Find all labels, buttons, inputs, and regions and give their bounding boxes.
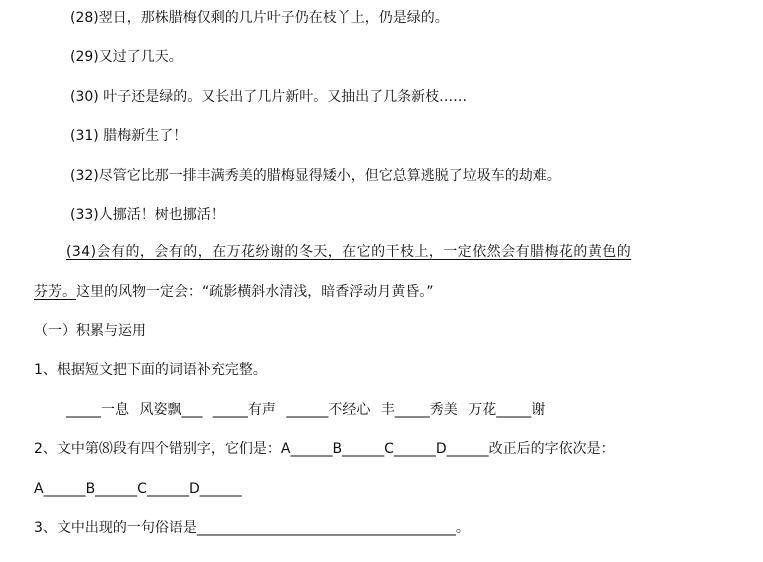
paragraph-28: (28)翌日，那株腊梅仅剩的几片叶子仍在枝丫上，仍是绿的。 bbox=[70, 10, 449, 26]
paragraph-34-line-1: (34)会有的，会有的，在万花纷谢的冬天，在它的干枝上，一定依然会有腊梅花的黄色的 bbox=[66, 244, 632, 260]
question-2-line-2: A______B______C______D______ bbox=[34, 481, 242, 497]
question-2-line-1: 2、文中第⑻段有四个错别字，它们是：A______B______C______D______改正后的字依次是： bbox=[34, 441, 615, 457]
paragraph-29: (29)又过了几天。 bbox=[70, 49, 183, 65]
paragraph-33: (33)人挪活！树也挪活！ bbox=[70, 207, 225, 223]
paragraph-32: (32)尽管它比那一排丰满秀美的腊梅显得矮小，但它总算逃脱了垃圾车的劫难。 bbox=[70, 168, 561, 184]
paragraph-31: (31) 腊梅新生了！ bbox=[70, 128, 188, 144]
section-heading: （一）积累与运用 bbox=[34, 323, 146, 339]
question-1-blanks: _____一息 风姿飘___ _____有声 ______不经心 丰_____秀美 万花_____谢 bbox=[66, 402, 546, 418]
question-1: 1、根据短文把下面的词语补充完整。 bbox=[34, 362, 267, 378]
question-3: 3、文中出现的一句俗语是_____________________________________。 bbox=[34, 520, 470, 536]
paragraph-34-line-2 bbox=[34, 282, 434, 302]
paragraph-30: (30) 叶子还是绿的。又长出了几片新叶。又抽出了几条新枝…… bbox=[70, 89, 468, 105]
paragraph-34-rest: 这里的风物一定会：“疏影横斜水清浅，暗香浮动月黄昏。” bbox=[76, 284, 434, 300]
underlined-phrase: 芬芳。 bbox=[34, 284, 76, 300]
